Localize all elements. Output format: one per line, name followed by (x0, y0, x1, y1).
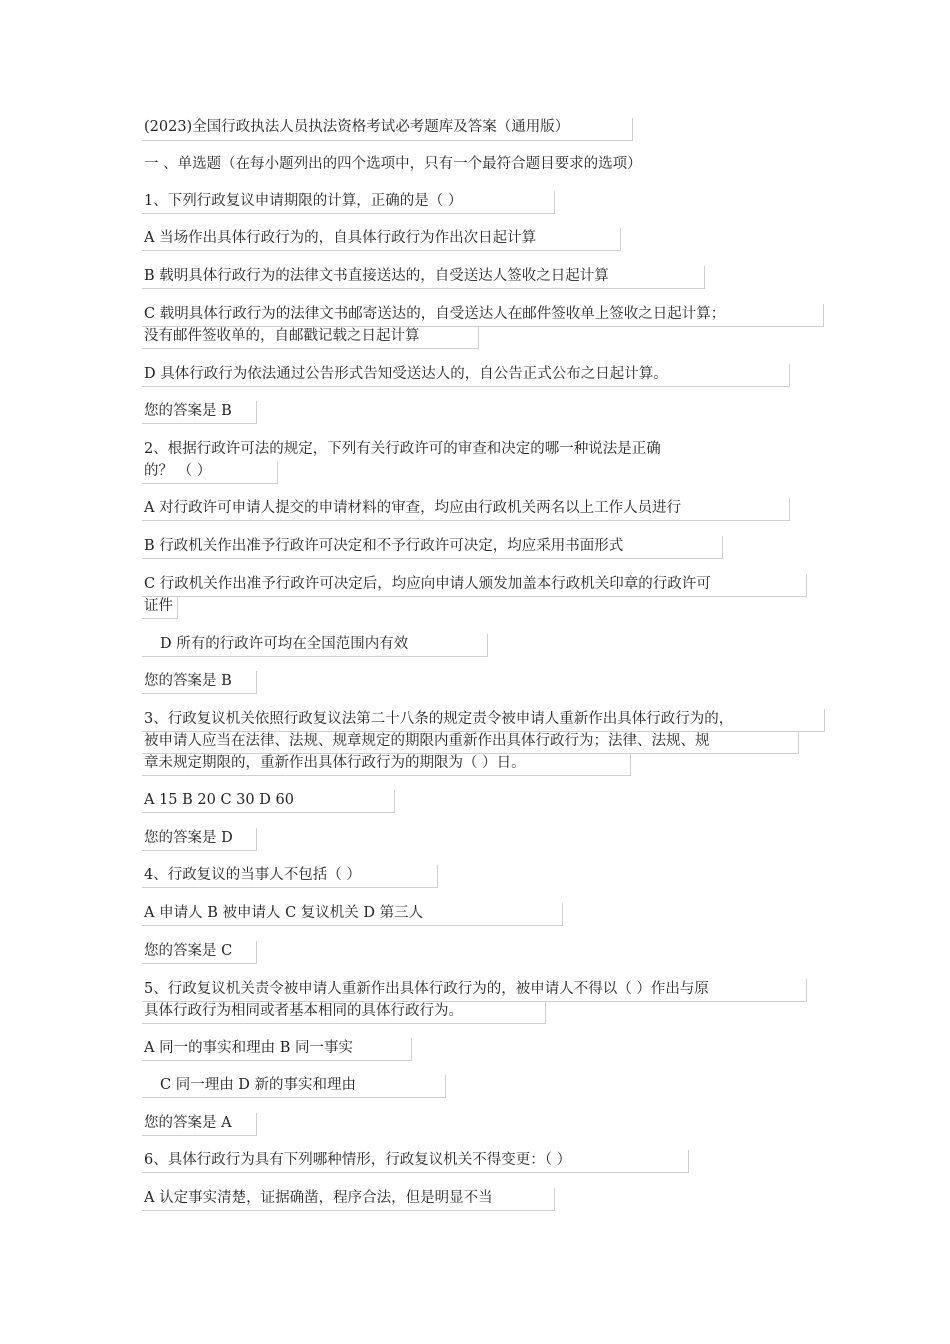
question-2-option-a: A 对行政许可申请人提交的申请材料的审查，均应由行政机关两名以上工作人员进行 (144, 500, 682, 516)
question-2-answer: 您的答案是 B (144, 673, 232, 689)
question-4-stem: 4、行政复议的当事人不包括（ ） (144, 867, 361, 883)
question-1-option-c-cont: 没有邮件签收单的，自邮戳记载之日起计算 (144, 328, 420, 344)
question-3-stem-cont: 被申请人应当在法律、法规、规章规定的期限内重新作出具体行政行为；法律、法规、规 (144, 733, 710, 749)
question-3-answer: 您的答案是 D (144, 830, 233, 846)
question-6-stem: 6、具体行政行为具有下列哪种情形，行政复议机关不得变更：（ ） (144, 1152, 572, 1168)
question-5-options-cd: C 同一理由 D 新的事实和理由 (160, 1077, 357, 1093)
question-6-option-a: A 认定事实清楚，证据确凿，程序合法，但是明显不当 (144, 1190, 493, 1206)
question-2-option-b: B 行政机关作出准予行政许可决定和不予行政许可决定，均应采用书面形式 (144, 538, 624, 554)
question-5-stem-cont: 具体行政行为相同或者基本相同的具体行政行为。 (144, 1003, 463, 1019)
question-4-answer: 您的答案是 C (144, 943, 233, 959)
question-3-stem-cont-2: 章未规定期限的，重新作出具体行政行为的期限为（ ）日。 (144, 755, 526, 771)
question-2-option-c-cont: 证件 (144, 598, 173, 614)
question-1-option-c: C 载明具体行政行为的法律文书邮寄送达的，自受送达人在邮件签收单上签收之日起计算； (144, 306, 726, 322)
section-heading: 一 、单选题（在每小题列出的四个选项中，只有一个最符合题目要求的选项） (144, 156, 642, 172)
question-4-options: A 申请人 B 被申请人 C 复议机关 D 第三人 (144, 905, 424, 921)
question-2-option-c: C 行政机关作出准予行政许可决定后，均应向申请人颁发加盖本行政机关印章的行政许可 (144, 576, 711, 592)
question-1-stem: 1、下列行政复议申请期限的计算，正确的是（ ） (144, 193, 463, 209)
question-1-option-a: A 当场作出具体行政行为的，自具体行政行为作出次日起计算 (144, 230, 537, 246)
question-5-answer: 您的答案是 A (144, 1115, 232, 1131)
question-1-option-b: B 载明具体行政行为的法律文书直接送达的，自受送达人签收之日起计算 (144, 268, 609, 284)
question-1-answer: 您的答案是 B (144, 403, 232, 419)
question-3-stem: 3、行政复议机关依照行政复议法第二十八条的规定责令被申请人重新作出具体行政行为的， (144, 711, 734, 727)
question-5-options-ab: A 同一的事实和理由 B 同一事实 (144, 1040, 353, 1056)
question-5-stem: 5、行政复议机关责令被申请人重新作出具体行政行为的，被申请人不得以（ ）作出与原 (144, 981, 709, 997)
question-2-stem-cont: 的？ （ ） (144, 463, 212, 479)
question-1-option-d: D 具体行政行为依法通过公告形式告知受送达人的，自公告正式公布之日起计算。 (144, 366, 668, 382)
document-title: (2023)全国行政执法人员执法资格考试必考题库及答案（通用版） (144, 119, 570, 135)
question-3-options: A 15 B 20 C 30 D 60 (144, 792, 294, 808)
question-2-stem: 2、根据行政许可法的规定，下列有关行政许可的审查和决定的哪一种说法是正确 (144, 441, 661, 457)
question-2-option-d: D 所有的行政许可均在全国范围内有效 (160, 636, 409, 652)
